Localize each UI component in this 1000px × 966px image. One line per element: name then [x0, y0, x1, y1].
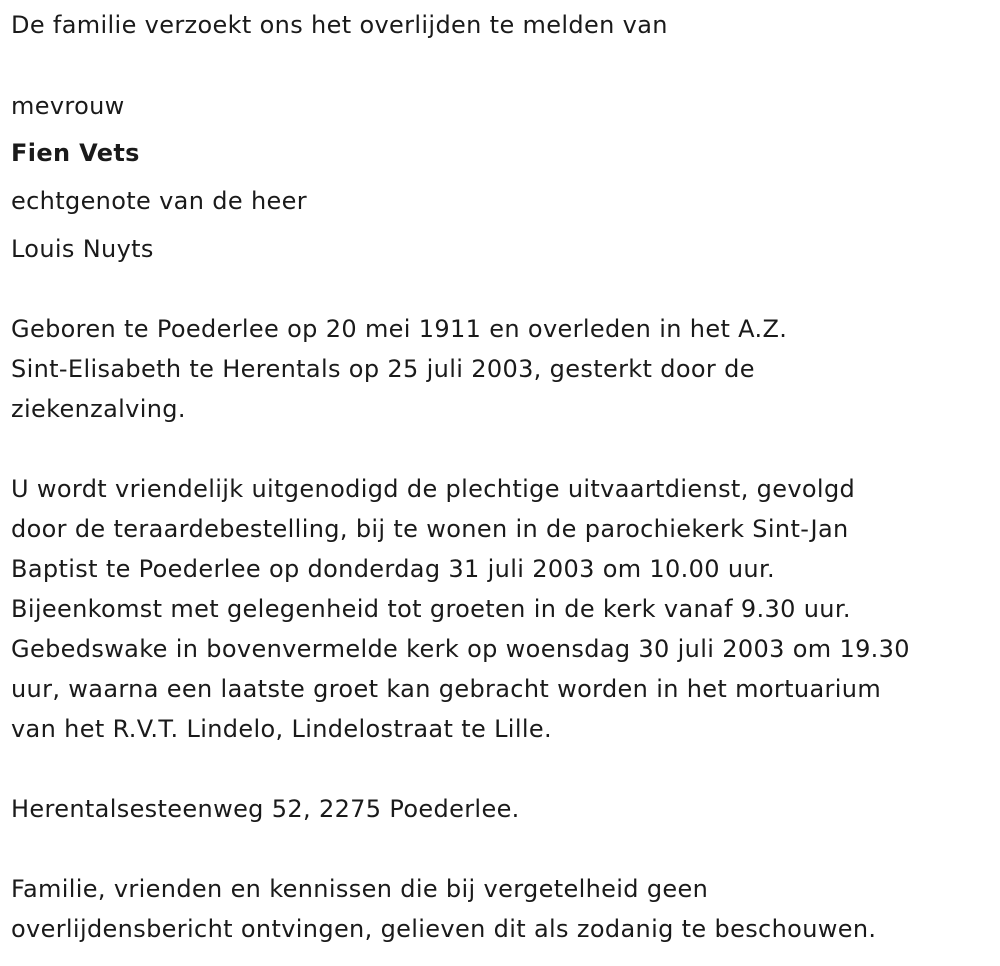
birth-death-line: ziekenzalving. — [11, 395, 186, 423]
invitation-line: U wordt vriendelijk uitgenodigd de plechtige uitvaartdienst, gevolgd — [11, 475, 856, 503]
invitation-line: van het R.V.T. Lindelo, Lindelostraat te Lille. — [11, 715, 552, 743]
intro-text: De familie verzoekt ons het overlijden te melden van — [11, 11, 668, 39]
invitation-line: uur, waarna een laatste groet kan gebracht worden in het mortuarium — [11, 675, 882, 703]
title-text: mevrouw — [11, 92, 125, 120]
closing-line: overlijdensbericht ontvingen, gelieven dit als zodanig te beschouwen. — [11, 915, 877, 943]
birth-death-line: Sint-Elisabeth te Herentals op 25 juli 2003, gesterkt door de — [11, 355, 755, 383]
spouse-name: Louis Nuyts — [11, 235, 154, 263]
invitation-line: Gebedswake in bovenvermelde kerk op woensdag 30 juli 2003 om 19.30 — [11, 635, 910, 663]
deceased-name: Fien Vets — [11, 139, 140, 167]
address-text: Herentalsesteenweg 52, 2275 Poederlee. — [11, 795, 520, 823]
invitation-line: Baptist te Poederlee op donderdag 31 juli 2003 om 10.00 uur. — [11, 555, 775, 583]
relation-text: echtgenote van de heer — [11, 187, 307, 215]
invitation-line: Bijeenkomst met gelegenheid tot groeten in de kerk vanaf 9.30 uur. — [11, 595, 851, 623]
birth-death-line: Geboren te Poederlee op 20 mei 1911 en overleden in het A.Z. — [11, 315, 788, 343]
closing-line: Familie, vrienden en kennissen die bij vergetelheid geen — [11, 875, 709, 903]
invitation-line: door de teraardebestelling, bij te wonen in de parochiekerk Sint-Jan — [11, 515, 849, 543]
